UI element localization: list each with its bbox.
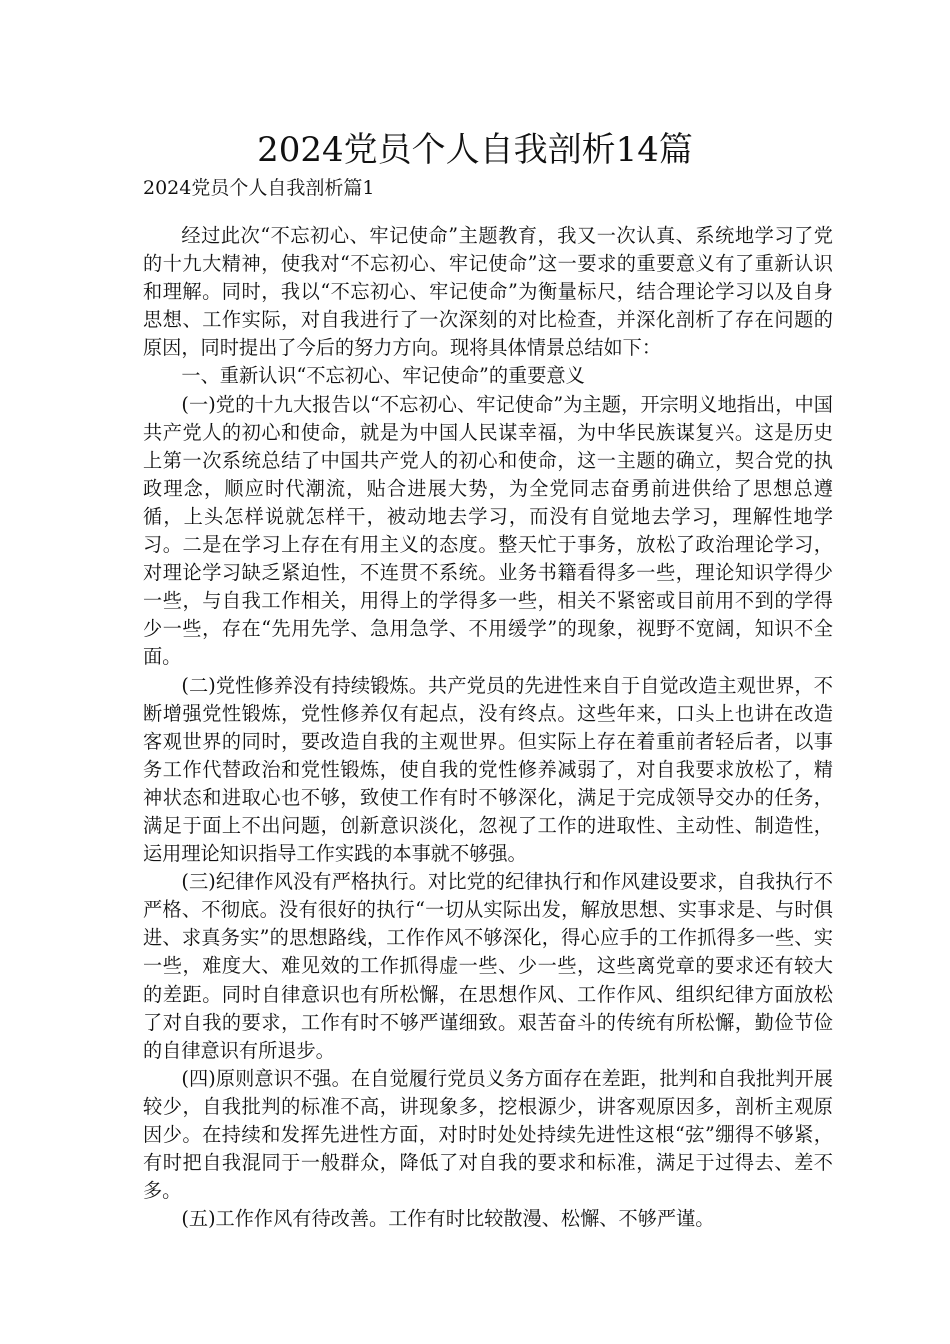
paragraph-point-5: (五)工作作风有待改善。工作有时比较散漫、松懈、不够严谨。 (181, 1207, 715, 1231)
paragraph-point-2: (二)党性修养没有持续锻炼。共产党员的先进性来自于自觉改造主观世界，不断增强党性锻炼，党性修养仅有起点，没有终点。这些年来，口头上也讲在改造客观世界的同时，要改造自我的主观世界。但实际上存在着重前者轻后者，以事务工作代替政治和党性锻炼，使自我的党性修养减弱了，对自我要求放松了，精神状态和进取心也不够，致使工作有时不够深化，满足于完成领导交办的任务，满足于面上不出问题，创新意识淡化，忽视了工作的进取性、主动性、制造性，运用理论知识指导工作实践的本事就不够强。 (143, 673, 833, 866)
document-title: 2024党员个人自我剖析14篇 (257, 130, 693, 170)
paragraph-intro: 经过此次“不忘初心、牢记使命”主题教育，我又一次认真、系统地学习了党的十九大精神，使我对“不忘初心、牢记使命”这一要求的重要意义有了重新认识和理解。同时，我以“不忘初心、牢记使命”为衡量标尺，结合理论学习以及自身思想、工作实际，对自我进行了一次深刻的对比检查，并深化剖析了存在问题的原因，同时提出了今后的努力方向。现将具体情景总结如下： (143, 224, 833, 360)
paragraph-point-1: (一)党的十九大报告以“不忘初心、牢记使命”为主题，开宗明义地指出，中国共产党人的初心和使命，就是为中国人民谋幸福，为中华民族谋复兴。这是历史上第一次系统总结了中国共产党人的初心和使命，这一主题的确立，契合党的执政理念，顺应时代潮流，贴合进展大势，为全党同志奋勇前进供给了思想总遵循，上头怎样说就怎样干，被动地去学习，而没有自觉地去学习，理解性地学习。二是在学习上存在有用主义的态度。整天忙于事务，放松了政治理论学习，对理论学习缺乏紧迫性，不连贯不系统。业务书籍看得多一些，理论知识学得少一些，与自我工作相关，用得上的学得多一些，相关不紧密或目前用不到的学得少一些，存在“先用先学、急用急学、不用缓学”的现象，视野不宽阔，知识不全面。 (143, 392, 833, 669)
document-subtitle: 2024党员个人自我剖析篇1 (143, 177, 375, 199)
paragraph-point-4: (四)原则意识不强。在自觉履行党员义务方面存在差距，批判和自我批判开展较少，自我批判的标准不高，讲现象多，挖根源少，讲客观原因多，剖析主观原因少。在持续和发挥先进性方面，对时时处处持续先进性这根“弦”绷得不够紧，有时把自我混同于一般群众，降低了对自我的要求和标准，满足于过得去、差不多。 (143, 1066, 833, 1203)
section-heading: 一、重新认识“不忘初心、牢记使命”的重要意义 (181, 364, 585, 388)
document-body (143, 222, 833, 1233)
paragraph-point-3: (三)纪律作风没有严格执行。对比党的纪律执行和作风建设要求，自我执行不严格、不彻底。没有很好的执行“一切从实际出发，解放思想、实事求是、与时俱进、求真务实”的思想路线，工作作风不够深化，得心应手的工作抓得多一些、实一些，难度大、难见效的工作抓得虚一些、少一些，这些离党章的要求还有较大的差距。同时自律意识也有所松懈，在思想作风、工作作风、组织纪律方面放松了对自我的要求，工作有时不够严谨细致。艰苦奋斗的传统有所松懈，勤俭节俭的自律意识有所退步。 (143, 870, 833, 1062)
